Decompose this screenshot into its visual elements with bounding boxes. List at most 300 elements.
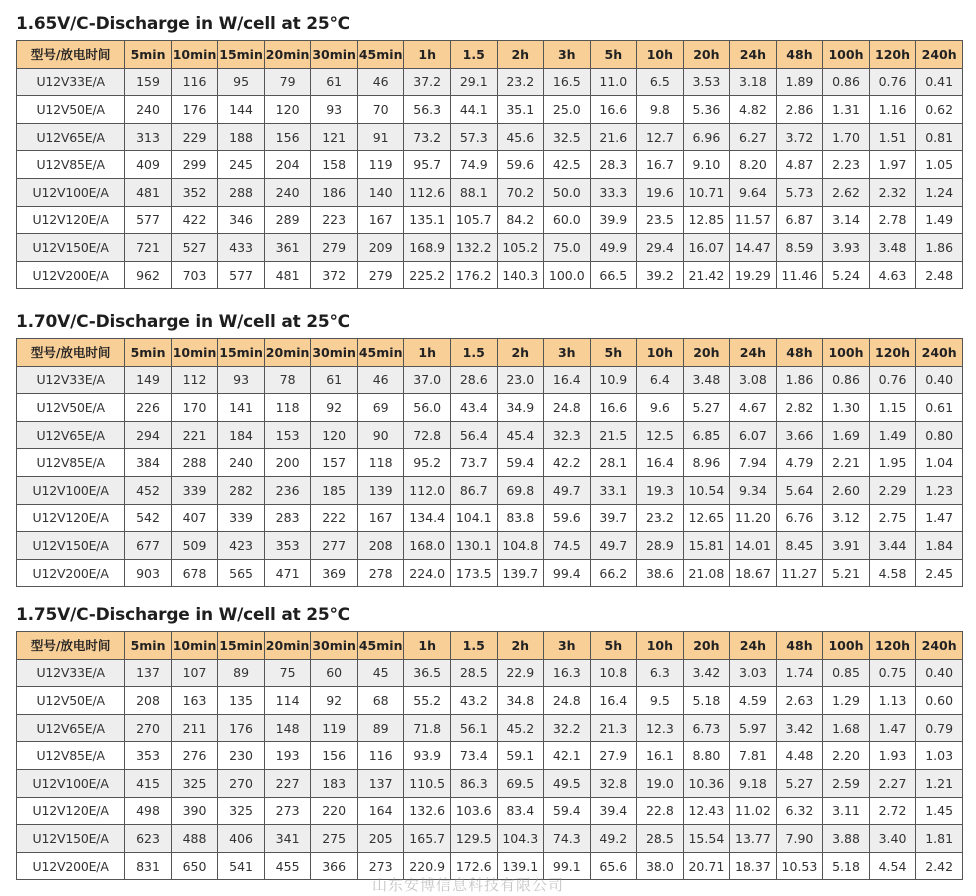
value-cell: 9.18 — [730, 769, 777, 797]
value-cell: 28.9 — [637, 532, 684, 560]
value-cell: 1.86 — [776, 366, 823, 394]
value-cell: 2.27 — [869, 769, 916, 797]
header-5h: 5h — [590, 339, 637, 367]
value-cell: 93 — [218, 366, 265, 394]
model-cell: U12V65E/A — [17, 123, 125, 151]
value-cell: 3.08 — [730, 366, 777, 394]
value-cell: 8.45 — [776, 532, 823, 560]
value-cell: 37.0 — [404, 366, 451, 394]
value-cell: 12.7 — [637, 123, 684, 151]
value-cell: 455 — [264, 852, 311, 880]
value-cell: 6.3 — [637, 659, 684, 687]
value-cell: 16.5 — [544, 68, 591, 96]
header-10min: 10min — [171, 339, 218, 367]
value-cell: 3.42 — [776, 714, 823, 742]
value-cell: 283 — [264, 504, 311, 532]
value-cell: 204 — [264, 151, 311, 179]
value-cell: 1.03 — [916, 742, 963, 770]
value-cell: 0.40 — [916, 366, 963, 394]
value-cell: 19.0 — [637, 769, 684, 797]
value-cell: 1.84 — [916, 532, 963, 560]
value-cell: 352 — [171, 178, 218, 206]
value-cell: 3.14 — [823, 206, 870, 234]
value-cell: 99.1 — [544, 852, 591, 880]
value-cell: 4.79 — [776, 449, 823, 477]
value-cell: 3.44 — [869, 532, 916, 560]
value-cell: 353 — [125, 742, 172, 770]
value-cell: 0.41 — [916, 68, 963, 96]
value-cell: 29.1 — [450, 68, 497, 96]
value-cell: 240 — [264, 178, 311, 206]
value-cell: 164 — [357, 797, 404, 825]
value-cell: 74.3 — [544, 825, 591, 853]
value-cell: 3.72 — [776, 123, 823, 151]
table-row — [17, 714, 963, 742]
value-cell: 325 — [218, 797, 265, 825]
value-cell: 346 — [218, 206, 265, 234]
value-cell: 173.5 — [450, 559, 497, 587]
value-cell: 93 — [311, 96, 358, 124]
value-cell: 6.73 — [683, 714, 730, 742]
value-cell: 3.18 — [730, 68, 777, 96]
value-cell: 137 — [125, 659, 172, 687]
table-row — [17, 123, 963, 151]
value-cell: 45.2 — [497, 714, 544, 742]
value-cell: 6.32 — [776, 797, 823, 825]
header-100h: 100h — [823, 632, 870, 660]
value-cell: 6.96 — [683, 123, 730, 151]
header-120h: 120h — [869, 41, 916, 69]
header-240h: 240h — [916, 339, 963, 367]
header-15min: 15min — [218, 632, 265, 660]
value-cell: 74.9 — [450, 151, 497, 179]
value-cell: 565 — [218, 559, 265, 587]
value-cell: 176 — [218, 714, 265, 742]
watermark-text: 山东安博信息科技有限公司 — [372, 876, 565, 894]
value-cell: 6.87 — [776, 206, 823, 234]
value-cell: 577 — [218, 261, 265, 289]
value-cell: 118 — [357, 449, 404, 477]
value-cell: 45 — [357, 659, 404, 687]
value-cell: 21.42 — [683, 261, 730, 289]
value-cell: 49.5 — [544, 769, 591, 797]
value-cell: 4.63 — [869, 261, 916, 289]
value-cell: 163 — [171, 687, 218, 715]
value-cell: 23.2 — [497, 68, 544, 96]
table-row — [17, 797, 963, 825]
value-cell: 59.6 — [544, 504, 591, 532]
discharge-table-1-75v — [16, 631, 963, 880]
value-cell: 13.77 — [730, 825, 777, 853]
value-cell: 721 — [125, 234, 172, 262]
value-cell: 104.8 — [497, 532, 544, 560]
value-cell: 288 — [171, 449, 218, 477]
value-cell: 10.9 — [590, 366, 637, 394]
model-cell: U12V200E/A — [17, 559, 125, 587]
value-cell: 527 — [171, 234, 218, 262]
value-cell: 140 — [357, 178, 404, 206]
header-3h: 3h — [544, 41, 591, 69]
table-row — [17, 68, 963, 96]
header-45min: 45min — [357, 339, 404, 367]
header-30min: 30min — [311, 339, 358, 367]
discharge-table-1-65v — [16, 40, 963, 289]
value-cell: 341 — [264, 825, 311, 853]
value-cell: 22.8 — [637, 797, 684, 825]
value-cell: 5.24 — [823, 261, 870, 289]
value-cell: 37.2 — [404, 68, 451, 96]
value-cell: 406 — [218, 825, 265, 853]
value-cell: 2.45 — [916, 559, 963, 587]
value-cell: 273 — [357, 852, 404, 880]
value-cell: 433 — [218, 234, 265, 262]
value-cell: 21.5 — [590, 421, 637, 449]
value-cell: 16.4 — [590, 687, 637, 715]
value-cell: 65.6 — [590, 852, 637, 880]
value-cell: 86.3 — [450, 769, 497, 797]
value-cell: 0.76 — [869, 68, 916, 96]
value-cell: 224.0 — [404, 559, 451, 587]
value-cell: 10.53 — [776, 852, 823, 880]
header-model-discharge-time: 型号/放电时间 — [17, 632, 125, 660]
value-cell: 28.1 — [590, 449, 637, 477]
value-cell: 12.3 — [637, 714, 684, 742]
value-cell: 19.3 — [637, 476, 684, 504]
model-cell: U12V50E/A — [17, 394, 125, 422]
model-cell: U12V120E/A — [17, 797, 125, 825]
value-cell: 120 — [311, 421, 358, 449]
model-cell: U12V120E/A — [17, 206, 125, 234]
value-cell: 0.79 — [916, 714, 963, 742]
value-cell: 176.2 — [450, 261, 497, 289]
value-cell: 121 — [311, 123, 358, 151]
value-cell: 11.46 — [776, 261, 823, 289]
value-cell: 623 — [125, 825, 172, 853]
value-cell: 7.90 — [776, 825, 823, 853]
value-cell: 903 — [125, 559, 172, 587]
value-cell: 104.3 — [497, 825, 544, 853]
value-cell: 19.6 — [637, 178, 684, 206]
value-cell: 11.0 — [590, 68, 637, 96]
value-cell: 10.71 — [683, 178, 730, 206]
value-cell: 39.2 — [637, 261, 684, 289]
header-20min: 20min — [264, 41, 311, 69]
value-cell: 70 — [357, 96, 404, 124]
model-cell: U12V65E/A — [17, 714, 125, 742]
section-title: 1.70V/C-Discharge in W/cell at 25℃ — [16, 312, 350, 332]
value-cell: 339 — [218, 504, 265, 532]
value-cell: 3.88 — [823, 825, 870, 853]
value-cell: 89 — [357, 714, 404, 742]
value-cell: 12.65 — [683, 504, 730, 532]
value-cell: 16.07 — [683, 234, 730, 262]
value-cell: 1.74 — [776, 659, 823, 687]
value-cell: 208 — [125, 687, 172, 715]
value-cell: 59.4 — [544, 797, 591, 825]
value-cell: 2.20 — [823, 742, 870, 770]
value-cell: 2.23 — [823, 151, 870, 179]
value-cell: 16.1 — [637, 742, 684, 770]
header-2h: 2h — [497, 632, 544, 660]
value-cell: 2.29 — [869, 476, 916, 504]
value-cell: 313 — [125, 123, 172, 151]
value-cell: 75 — [264, 659, 311, 687]
value-cell: 18.37 — [730, 852, 777, 880]
value-cell: 99.4 — [544, 559, 591, 587]
header-15min: 15min — [218, 339, 265, 367]
value-cell: 11.57 — [730, 206, 777, 234]
value-cell: 0.85 — [823, 659, 870, 687]
value-cell: 4.48 — [776, 742, 823, 770]
value-cell: 230 — [218, 742, 265, 770]
value-cell: 2.48 — [916, 261, 963, 289]
value-cell: 3.42 — [683, 659, 730, 687]
value-cell: 270 — [125, 714, 172, 742]
value-cell: 211 — [171, 714, 218, 742]
value-cell: 39.4 — [590, 797, 637, 825]
value-cell: 409 — [125, 151, 172, 179]
value-cell: 3.66 — [776, 421, 823, 449]
table-row — [17, 234, 963, 262]
value-cell: 185 — [311, 476, 358, 504]
value-cell: 2.21 — [823, 449, 870, 477]
value-cell: 69.8 — [497, 476, 544, 504]
value-cell: 56.3 — [404, 96, 451, 124]
value-cell: 4.87 — [776, 151, 823, 179]
value-cell: 4.58 — [869, 559, 916, 587]
value-cell: 276 — [171, 742, 218, 770]
value-cell: 677 — [125, 532, 172, 560]
header-20h: 20h — [683, 632, 730, 660]
header-5h: 5h — [590, 41, 637, 69]
discharge-section-1-70v — [16, 310, 963, 587]
header-20min: 20min — [264, 339, 311, 367]
header-row — [17, 41, 963, 69]
table-row — [17, 449, 963, 477]
value-cell: 498 — [125, 797, 172, 825]
value-cell: 1.13 — [869, 687, 916, 715]
value-cell: 273 — [264, 797, 311, 825]
header-1-5: 1.5 — [450, 632, 497, 660]
value-cell: 60 — [311, 659, 358, 687]
value-cell: 114 — [264, 687, 311, 715]
model-cell: U12V150E/A — [17, 825, 125, 853]
header-24h: 24h — [730, 339, 777, 367]
value-cell: 66.5 — [590, 261, 637, 289]
header-2h: 2h — [497, 339, 544, 367]
value-cell: 153 — [264, 421, 311, 449]
value-cell: 703 — [171, 261, 218, 289]
value-cell: 16.4 — [544, 366, 591, 394]
value-cell: 369 — [311, 559, 358, 587]
value-cell: 8.20 — [730, 151, 777, 179]
value-cell: 170 — [171, 394, 218, 422]
value-cell: 42.5 — [544, 151, 591, 179]
model-cell: U12V50E/A — [17, 96, 125, 124]
header-10h: 10h — [637, 632, 684, 660]
value-cell: 92 — [311, 394, 358, 422]
value-cell: 200 — [264, 449, 311, 477]
value-cell: 240 — [218, 449, 265, 477]
value-cell: 3.93 — [823, 234, 870, 262]
value-cell: 1.95 — [869, 449, 916, 477]
value-cell: 10.54 — [683, 476, 730, 504]
model-cell: U12V100E/A — [17, 178, 125, 206]
value-cell: 1.45 — [916, 797, 963, 825]
value-cell: 27.9 — [590, 742, 637, 770]
value-cell: 57.3 — [450, 123, 497, 151]
table-row — [17, 825, 963, 853]
value-cell: 481 — [125, 178, 172, 206]
value-cell: 1.04 — [916, 449, 963, 477]
value-cell: 5.36 — [683, 96, 730, 124]
value-cell: 23.2 — [637, 504, 684, 532]
model-cell: U12V85E/A — [17, 449, 125, 477]
value-cell: 105.2 — [497, 234, 544, 262]
value-cell: 25.0 — [544, 96, 591, 124]
value-cell: 86.7 — [450, 476, 497, 504]
value-cell: 88.1 — [450, 178, 497, 206]
value-cell: 1.49 — [916, 206, 963, 234]
value-cell: 361 — [264, 234, 311, 262]
value-cell: 5.21 — [823, 559, 870, 587]
value-cell: 2.59 — [823, 769, 870, 797]
value-cell: 452 — [125, 476, 172, 504]
header-1-5: 1.5 — [450, 339, 497, 367]
value-cell: 130.1 — [450, 532, 497, 560]
value-cell: 223 — [311, 206, 358, 234]
model-cell: U12V85E/A — [17, 151, 125, 179]
value-cell: 2.62 — [823, 178, 870, 206]
header-5min: 5min — [125, 632, 172, 660]
value-cell: 23.5 — [637, 206, 684, 234]
value-cell: 236 — [264, 476, 311, 504]
value-cell: 43.4 — [450, 394, 497, 422]
value-cell: 1.51 — [869, 123, 916, 151]
value-cell: 205 — [357, 825, 404, 853]
value-cell: 139.7 — [497, 559, 544, 587]
value-cell: 9.64 — [730, 178, 777, 206]
value-cell: 74.5 — [544, 532, 591, 560]
value-cell: 1.23 — [916, 476, 963, 504]
value-cell: 16.6 — [590, 394, 637, 422]
value-cell: 83.8 — [497, 504, 544, 532]
value-cell: 1.29 — [823, 687, 870, 715]
header-30min: 30min — [311, 632, 358, 660]
value-cell: 141 — [218, 394, 265, 422]
value-cell: 1.31 — [823, 96, 870, 124]
header-100h: 100h — [823, 41, 870, 69]
value-cell: 107 — [171, 659, 218, 687]
value-cell: 16.6 — [590, 96, 637, 124]
model-cell: U12V150E/A — [17, 532, 125, 560]
table-row — [17, 532, 963, 560]
value-cell: 339 — [171, 476, 218, 504]
model-cell: U12V33E/A — [17, 659, 125, 687]
table-row — [17, 394, 963, 422]
value-cell: 116 — [171, 68, 218, 96]
value-cell: 9.6 — [637, 394, 684, 422]
value-cell: 83.4 — [497, 797, 544, 825]
value-cell: 49.7 — [544, 476, 591, 504]
value-cell: 1.97 — [869, 151, 916, 179]
value-cell: 172.6 — [450, 852, 497, 880]
header-240h: 240h — [916, 632, 963, 660]
value-cell: 0.60 — [916, 687, 963, 715]
value-cell: 139 — [357, 476, 404, 504]
model-cell: U12V100E/A — [17, 476, 125, 504]
value-cell: 1.86 — [916, 234, 963, 262]
value-cell: 15.81 — [683, 532, 730, 560]
value-cell: 275 — [311, 825, 358, 853]
value-cell: 1.47 — [869, 714, 916, 742]
value-cell: 279 — [357, 261, 404, 289]
value-cell: 372 — [311, 261, 358, 289]
value-cell: 14.01 — [730, 532, 777, 560]
header-48h: 48h — [776, 41, 823, 69]
value-cell: 3.12 — [823, 504, 870, 532]
header-45min: 45min — [357, 41, 404, 69]
header-240h: 240h — [916, 41, 963, 69]
value-cell: 46 — [357, 366, 404, 394]
table-row — [17, 151, 963, 179]
value-cell: 0.61 — [916, 394, 963, 422]
value-cell: 12.43 — [683, 797, 730, 825]
value-cell: 240 — [125, 96, 172, 124]
value-cell: 116 — [357, 742, 404, 770]
value-cell: 226 — [125, 394, 172, 422]
value-cell: 6.27 — [730, 123, 777, 151]
value-cell: 542 — [125, 504, 172, 532]
value-cell: 0.40 — [916, 659, 963, 687]
model-cell: U12V150E/A — [17, 234, 125, 262]
value-cell: 481 — [264, 261, 311, 289]
value-cell: 100.0 — [544, 261, 591, 289]
value-cell: 140.3 — [497, 261, 544, 289]
value-cell: 56.4 — [450, 421, 497, 449]
value-cell: 227 — [264, 769, 311, 797]
model-cell: U12V33E/A — [17, 366, 125, 394]
value-cell: 139.1 — [497, 852, 544, 880]
value-cell: 2.60 — [823, 476, 870, 504]
value-cell: 95.7 — [404, 151, 451, 179]
value-cell: 134.4 — [404, 504, 451, 532]
value-cell: 6.5 — [637, 68, 684, 96]
value-cell: 222 — [311, 504, 358, 532]
value-cell: 294 — [125, 421, 172, 449]
value-cell: 72.8 — [404, 421, 451, 449]
table-row — [17, 742, 963, 770]
value-cell: 7.94 — [730, 449, 777, 477]
header-1h: 1h — [404, 41, 451, 69]
value-cell: 16.7 — [637, 151, 684, 179]
value-cell: 167 — [357, 206, 404, 234]
value-cell: 112.0 — [404, 476, 451, 504]
value-cell: 279 — [311, 234, 358, 262]
value-cell: 1.30 — [823, 394, 870, 422]
value-cell: 22.9 — [497, 659, 544, 687]
header-120h: 120h — [869, 339, 916, 367]
value-cell: 176 — [171, 96, 218, 124]
header-10min: 10min — [171, 632, 218, 660]
value-cell: 34.9 — [497, 394, 544, 422]
table-row — [17, 769, 963, 797]
value-cell: 3.48 — [869, 234, 916, 262]
value-cell: 2.63 — [776, 687, 823, 715]
header-1h: 1h — [404, 339, 451, 367]
table-row — [17, 659, 963, 687]
value-cell: 577 — [125, 206, 172, 234]
